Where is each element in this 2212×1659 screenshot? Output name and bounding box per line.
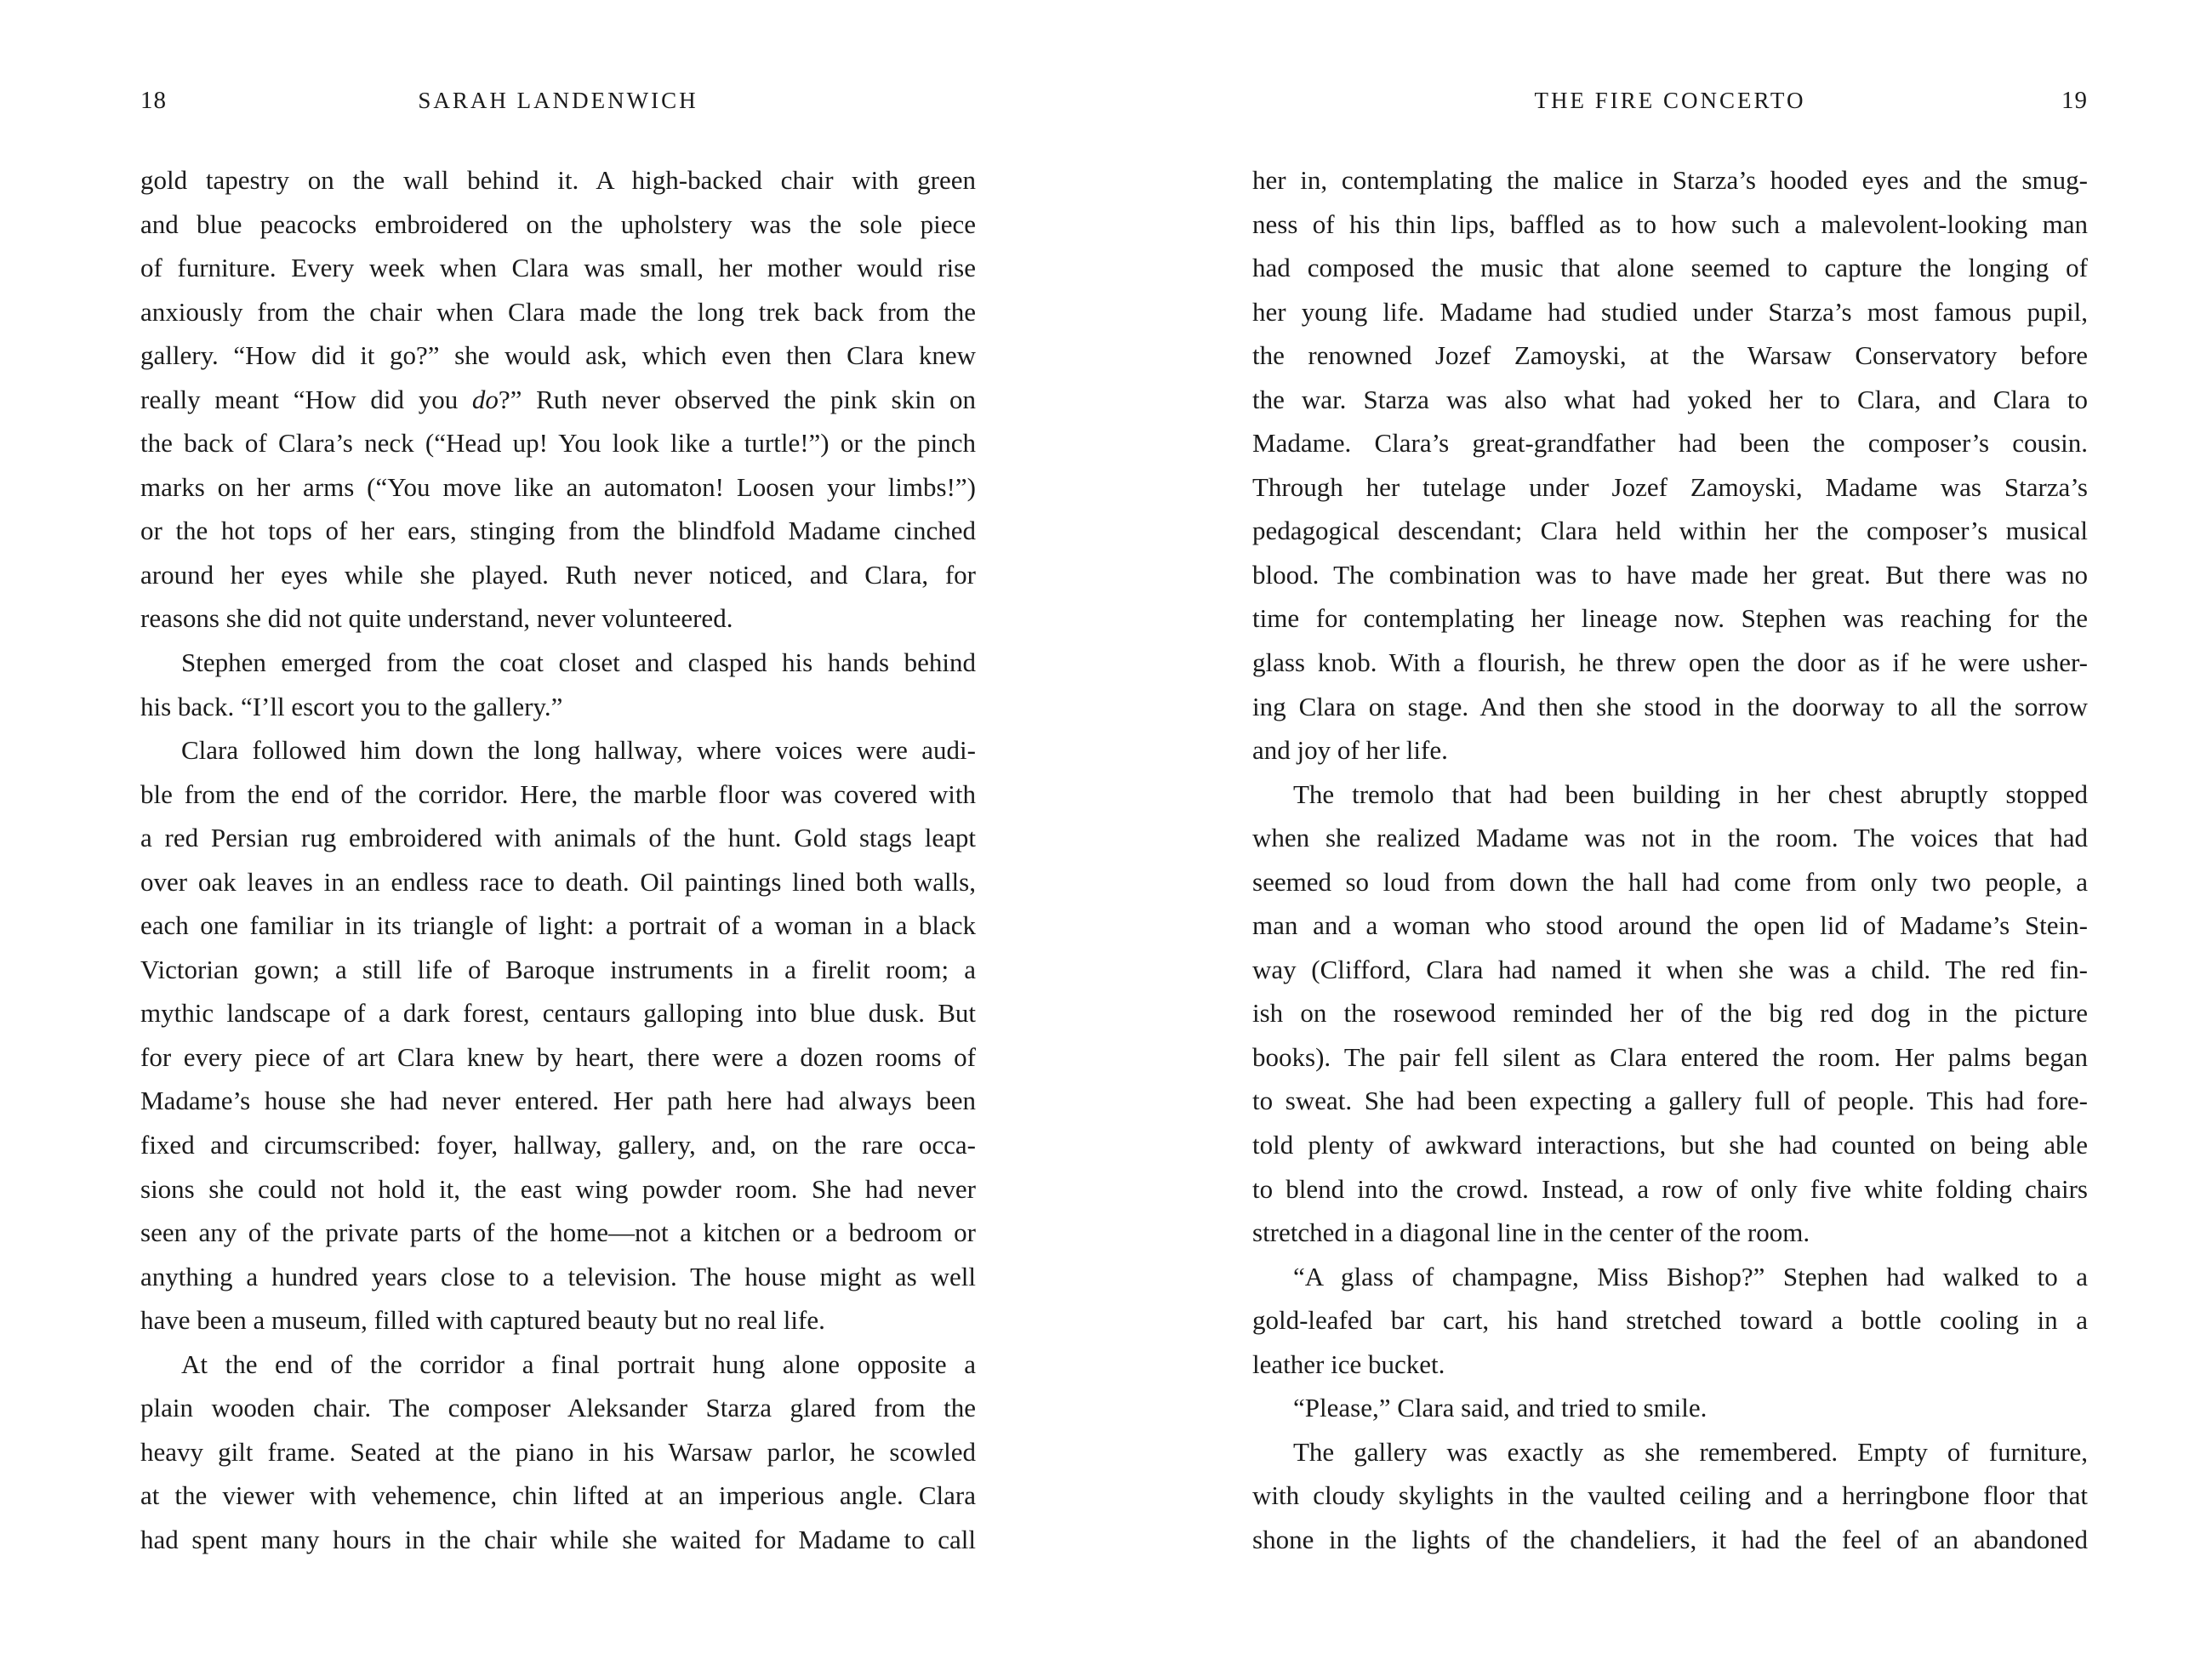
text-line: The tremolo that had been building in her chest abruptly stopped (1293, 778, 2088, 809)
text-line: the war. Starza was also what had yoked her to Clara, and Clara to (1252, 384, 2088, 414)
right-page (1252, 0, 2088, 1659)
text-line: blood. The combination was to have made her great. But there was no (1252, 559, 2088, 590)
text-line: of furniture. Every week when Clara was small, her mother would rise (140, 253, 976, 283)
text-line: pedagogical descendant; Clara held within her the composer’s musical (1252, 516, 2088, 546)
text-line: and blue peacocks embroidered on the upholstery was the sole piece (140, 208, 976, 239)
text-line: marks on her arms (“You move like an automaton! Loosen your limbs!”) (140, 471, 976, 502)
text-line: man and a woman who stood around the open lid of Madame’s Stein- (1252, 910, 2088, 941)
text-line: her in, contemplating the malice in Starza’s hooded eyes and the smug- (1252, 165, 2088, 195)
text-line: books). The pair fell silent as Clara entered the room. Her palms began (1252, 1041, 2088, 1072)
text-line: around her eyes while she played. Ruth never noticed, and Clara, for (140, 559, 976, 590)
text-line: Madame. Clara’s great-grandfather had been the composer’s cousin. (1252, 428, 2088, 459)
text-line: anything a hundred years close to a television. The house might as well (140, 1261, 976, 1291)
text-line: plain wooden chair. The composer Aleksander Starza glared from the (140, 1393, 976, 1423)
running-header-title: THE FIRE CONCERTO (1534, 88, 1806, 113)
text-line: Stephen emerged from the coat closet and clasped his hands behind (181, 647, 976, 678)
left-page (140, 0, 976, 1659)
text-line: leather ice bucket. (1252, 1348, 1445, 1379)
text-line: ness of his thin lips, baffled as to how such a malevolent-looking man (1252, 208, 2088, 239)
text-line: to blend into the crowd. Instead, a row of only five white folding chairs (1252, 1173, 2088, 1204)
text-line: gold tapestry on the wall behind it. A high-backed chair with green (140, 165, 976, 195)
text-line: each one familiar in its triangle of light: a portrait of a woman in a black (140, 910, 976, 941)
text-line: fixed and circumscribed: foyer, hallway, gallery, and, on the rare occa- (140, 1130, 976, 1160)
page-number-left: 18 (140, 87, 167, 114)
text-line: to sweat. She had been expecting a gallery full of people. This had fore- (1252, 1086, 2088, 1116)
text-line: “A glass of champagne, Miss Bishop?” Stephen had walked to a (1293, 1261, 2088, 1291)
text-line: stretched in a diagonal line in the center of the room. (1252, 1217, 1810, 1248)
text-line: gallery. “How did it go?” she would ask, which even then Clara knew (140, 340, 976, 371)
text-line: had spent many hours in the chair while she waited for Madame to call (140, 1524, 976, 1554)
text-line: reasons she did not quite understand, never volunteered. (140, 603, 733, 634)
text-line: sions she could not hold it, the east wing powder room. She had never (140, 1173, 976, 1204)
text-line: a red Persian rug embroidered with animals of the hunt. Gold stags leapt (140, 823, 976, 853)
text-line: The gallery was exactly as she remembered. Empty of furniture, (1293, 1436, 2088, 1467)
text-line: her young life. Madame had studied under Starza’s most famous pupil, (1252, 296, 2088, 327)
text-line: “Please,” Clara said, and tried to smile. (1293, 1393, 1707, 1423)
right-text-block (1252, 158, 2088, 1562)
page-number-right: 19 (2061, 87, 2088, 114)
text-line: seemed so loud from down the hall had come from only two people, a (1252, 866, 2088, 897)
text-line: Victorian gown; a still life of Baroque instruments in a firelit room; a (140, 954, 976, 984)
text-line: Madame’s house she had never entered. Her path here had always been (140, 1086, 976, 1116)
text-line: time for contemplating her lineage now. Stephen was reaching for the (1252, 603, 2088, 634)
text-line: shone in the lights of the chandeliers, it had the feel of an abandoned (1252, 1524, 2088, 1554)
text-line: at the viewer with vehemence, chin lifted at an imperious angle. Clara (140, 1480, 976, 1511)
text-line: had composed the music that alone seemed to capture the longing of (1252, 253, 2088, 283)
text-line: seen any of the private parts of the home—not a kitchen or a bedroom or (140, 1217, 976, 1248)
text-line: with cloudy skylights in the vaulted ceiling and a herringbone floor that (1252, 1480, 2088, 1511)
text-line: for every piece of art Clara knew by heart, there were a dozen rooms of (140, 1041, 976, 1072)
text-line: the renowned Jozef Zamoyski, at the Warsaw Conservatory before (1252, 340, 2088, 371)
text-line: or the hot tops of her ears, stinging from the blindfold Madame cinched (140, 516, 976, 546)
text-line: over oak leaves in an endless race to death. Oil paintings lined both walls, (140, 866, 976, 897)
text-line: really meant “How did you do?” Ruth never observed the pink skin on (140, 384, 976, 414)
text-line: ish on the rosewood reminded her of the big red dog in the picture (1252, 998, 2088, 1029)
text-line: anxiously from the chair when Clara made the long trek back from the (140, 296, 976, 327)
text-line: the back of Clara’s neck (“Head up! You look like a turtle!”) or the pinch (140, 428, 976, 459)
text-line: way (Clifford, Clara had named it when she was a child. The red fin- (1252, 954, 2088, 984)
text-line: heavy gilt frame. Seated at the piano in his Warsaw parlor, he scowled (140, 1436, 976, 1467)
text-line: and joy of her life. (1252, 735, 1448, 766)
text-line: when she realized Madame was not in the room. The voices that had (1252, 823, 2088, 853)
text-line: told plenty of awkward interactions, but she had counted on being able (1252, 1130, 2088, 1160)
left-text-block (140, 158, 976, 1562)
text-line: mythic landscape of a dark forest, centaurs galloping into blue dusk. But (140, 998, 976, 1029)
text-line: ble from the end of the corridor. Here, the marble floor was covered with (140, 778, 976, 809)
text-line: ing Clara on stage. And then she stood in the doorway to all the sorrow (1252, 691, 2088, 721)
text-line: At the end of the corridor a final portrait hung alone opposite a (181, 1348, 976, 1379)
text-line: Clara followed him down the long hallway, where voices were audi- (181, 735, 976, 766)
text-line: Through her tutelage under Jozef Zamoyski, Madame was Starza’s (1252, 471, 2088, 502)
text-line: glass knob. With a flourish, he threw open the door as if he were usher- (1252, 647, 2088, 678)
text-line: have been a museum, filled with captured beauty but no real life. (140, 1305, 825, 1336)
text-line: gold-leafed bar cart, his hand stretched toward a bottle cooling in a (1252, 1305, 2088, 1336)
text-line: his back. “I’ll escort you to the gallery.” (140, 691, 563, 721)
running-header-author: SARAH LANDENWICH (418, 88, 698, 113)
